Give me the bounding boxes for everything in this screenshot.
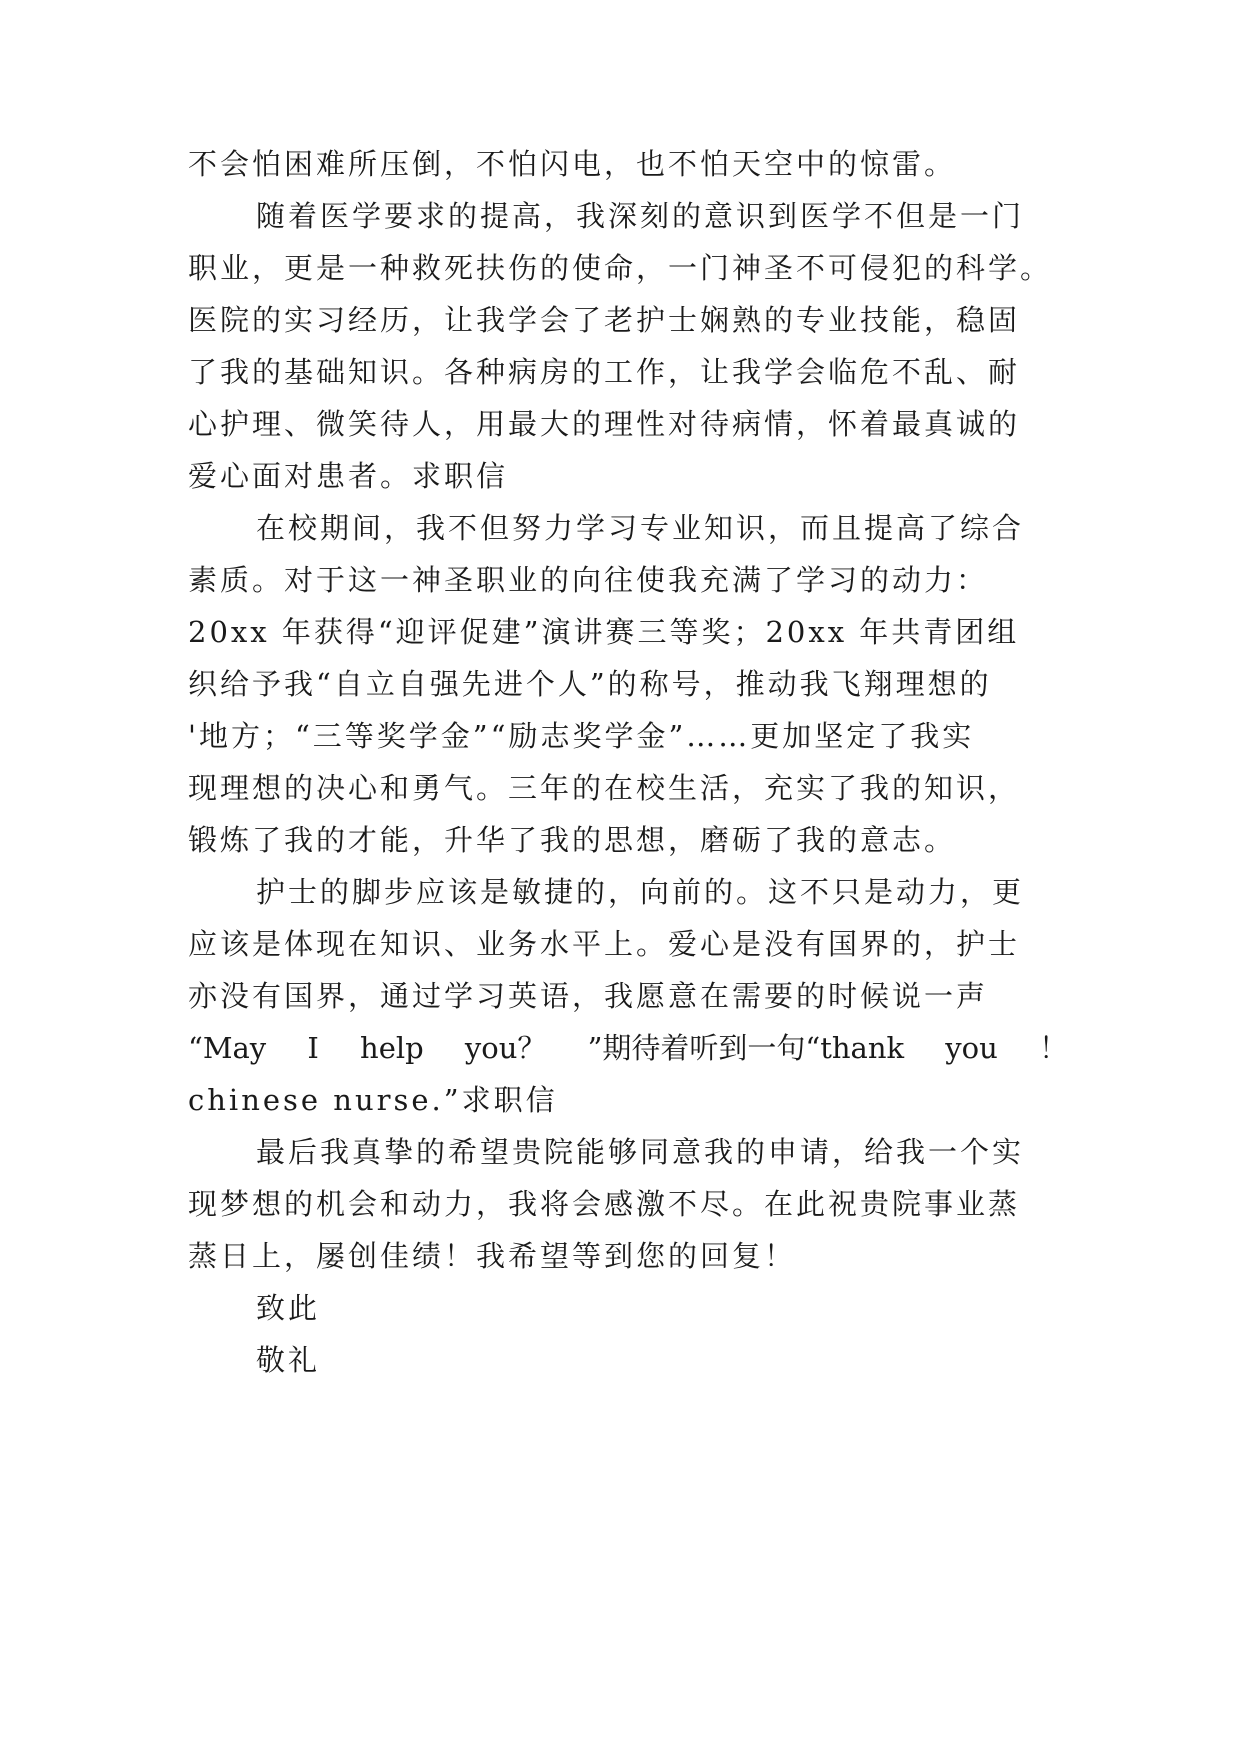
paragraph-line: 最后我真挚的希望贵院能够同意我的申请，给我一个实 [256,1135,1025,1169]
paragraph-line: 随着医学要求的提高，我深刻的意识到医学不但是一门 [256,199,1025,233]
closing-line: 致此 [256,1291,321,1325]
paragraph-line: 素质。对于这一神圣职业的向往使我充满了学习的动力： [188,563,989,597]
quote-word: help [360,1031,424,1065]
quote-word: ”期待着听到一句“thank [587,1031,905,1065]
paragraph-line: 医院的实习经历，让我学会了老护士娴熟的专业技能，稳固 [188,303,1021,337]
paragraph-line: chinese nurse.”求职信 [188,1083,558,1117]
paragraph-line: 心护理、微笑待人，用最大的理性对待病情，怀着最真诚的 [188,407,1021,441]
quote-word: I [307,1031,319,1065]
paragraph-line: 蒸日上，屡创佳绩！我希望等到您的回复！ [188,1239,797,1273]
quote-word: “May [188,1031,267,1065]
english-quote-line [188,1028,1068,1068]
paragraph-line: 不会怕困难所压倒，不怕闪电，也不怕天空中的惊雷。 [188,147,957,181]
salutation-line: 敬礼 [256,1343,321,1377]
paragraph-line: 职业，更是一种救死扶伤的使命，一门神圣不可侵犯的科学。 [188,251,1053,285]
paragraph-line: 亦没有国界，通过学习英语，我愿意在需要的时候说一声 [188,979,989,1013]
quote-word: ！ [1038,1031,1068,1065]
paragraph-line: 在校期间，我不但努力学习专业知识，而且提高了综合 [256,511,1025,545]
paragraph-line: '地方；“三等奖学金”“励志奖学金”……更加坚定了我实 [188,719,975,753]
paragraph-line: 了我的基础知识。各种病房的工作，让我学会临危不乱、耐 [188,355,1021,389]
quote-word: you？ [464,1031,547,1065]
paragraph-line: 织给予我“自立自强先进个人”的称号，推动我飞翔理想的 [188,667,992,701]
paragraph-line: 20xx 年获得“迎评促建”演讲赛三等奖；20xx 年共青团组 [188,615,1020,649]
paragraph-line: 护士的脚步应该是敏捷的，向前的。这不只是动力，更 [256,875,1025,909]
paragraph-line: 现梦想的机会和动力，我将会感激不尽。在此祝贵院事业蒸 [188,1187,1021,1221]
paragraph-line: 爱心面对患者。求职信 [188,459,509,493]
paragraph-line: 锻炼了我的才能，升华了我的思想，磨砺了我的意志。 [188,823,957,857]
paragraph-line: 现理想的决心和勇气。三年的在校生活，充实了我的知识， [188,771,1021,805]
quote-word: you [945,1031,998,1065]
paragraph-line: 应该是体现在知识、业务水平上。爱心是没有国界的，护士 [188,927,1021,961]
